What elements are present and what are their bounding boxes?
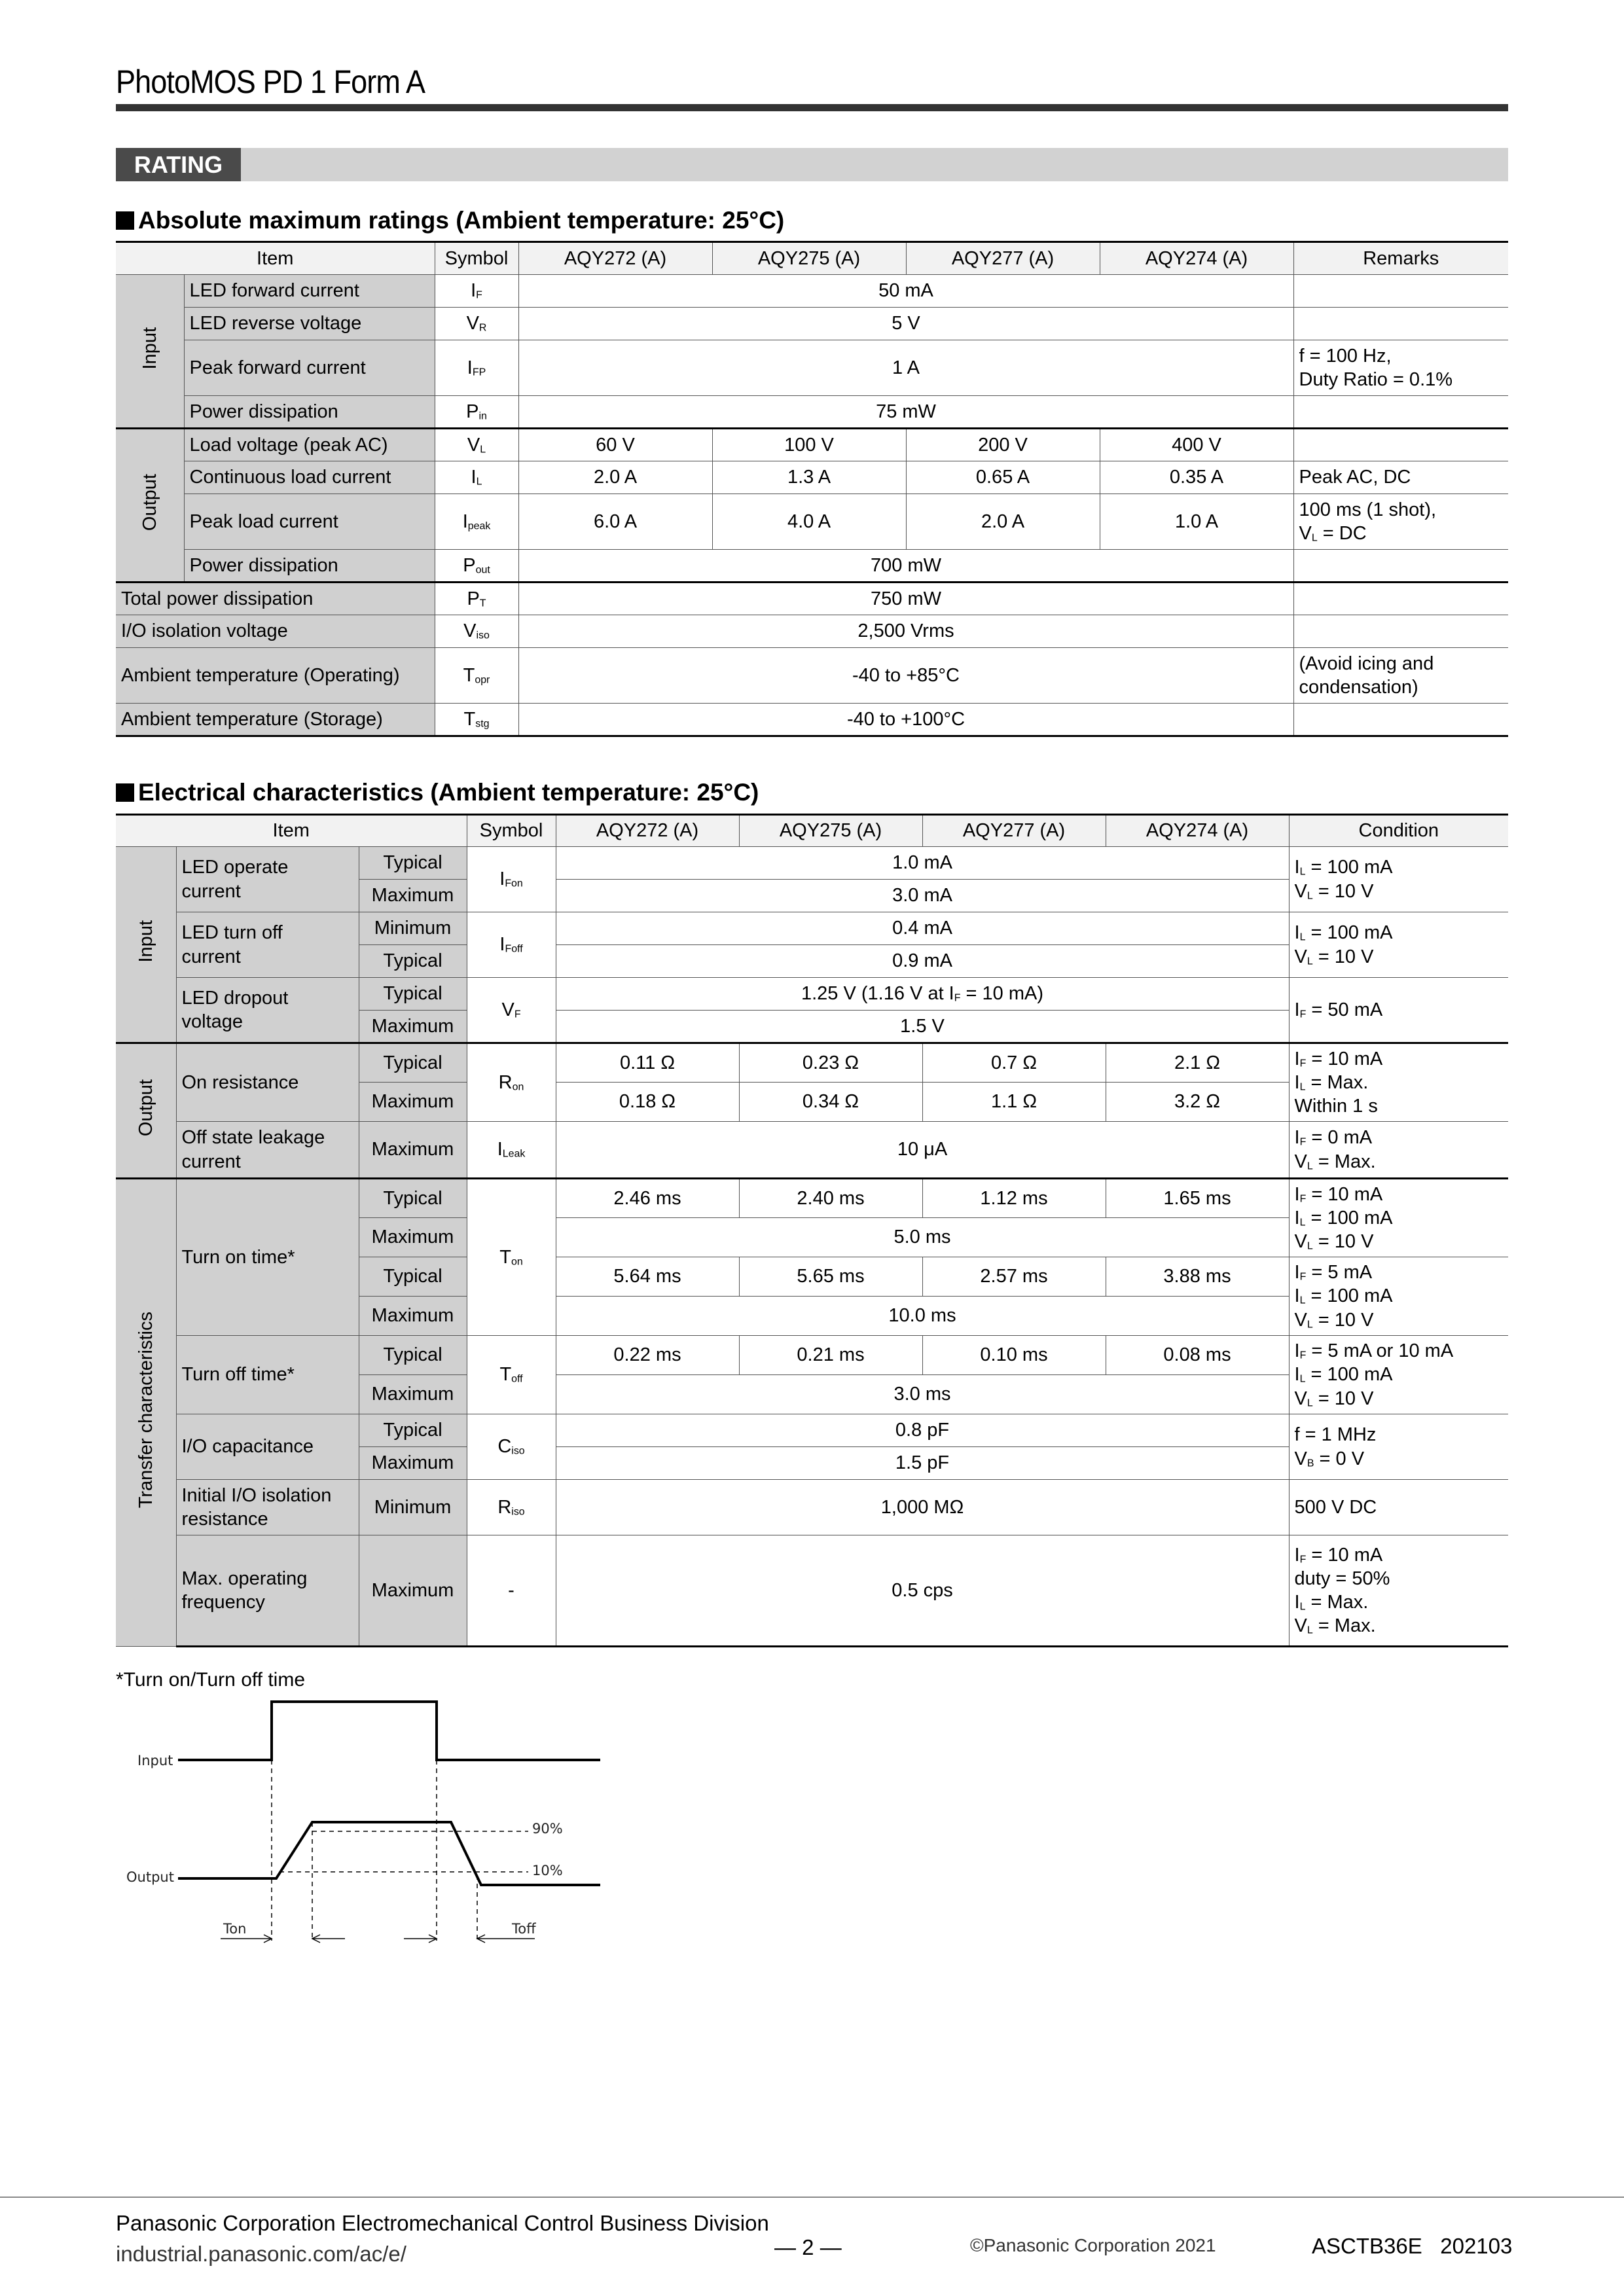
- value: 5.0 ms: [556, 1218, 1289, 1257]
- header-row: [116, 815, 1508, 847]
- value: 0.34 Ω: [739, 1083, 922, 1122]
- item-label: Continuous load current: [184, 461, 435, 494]
- condition: $I_L = 100$ mA $V_L = 10$ V: [1289, 912, 1508, 978]
- col-item: Item: [116, 815, 467, 847]
- abs-max-heading: [116, 207, 784, 234]
- table-row: [116, 704, 1508, 736]
- table-row: [116, 429, 1508, 461]
- elec-heading-text: Electrical characteristics (Ambient temperature: 25°C): [138, 779, 759, 806]
- qualifier: Typical: [359, 945, 467, 978]
- group-label: Input: [116, 847, 176, 1043]
- value: 3.0 ms: [556, 1375, 1289, 1414]
- symbol: $V_R$: [435, 308, 518, 340]
- symbol: $I_{peak}$: [435, 494, 518, 550]
- square-bullet-icon: [116, 783, 134, 802]
- value: 10 μA: [556, 1122, 1289, 1179]
- value: 1 A: [518, 340, 1293, 396]
- value: 1.0 mA: [556, 847, 1289, 880]
- symbol: -: [467, 1535, 556, 1647]
- table-row: [116, 396, 1508, 429]
- qualifier: Typical: [359, 1414, 467, 1447]
- table-row: [116, 308, 1508, 340]
- elec-heading: [116, 779, 759, 806]
- value: 0.35 A: [1100, 461, 1293, 494]
- input-label: Input: [137, 1753, 173, 1768]
- value: 0.5 cps: [556, 1535, 1289, 1647]
- col-model: AQY272 (A): [556, 815, 739, 847]
- group-label: Output: [116, 1043, 176, 1179]
- item-label: I/O isolation voltage: [116, 615, 435, 648]
- table-row: [116, 1480, 1508, 1535]
- table-row: [116, 461, 1508, 494]
- value: 1.5 V: [556, 1011, 1289, 1043]
- value: 1.1 Ω: [922, 1083, 1106, 1122]
- item-label: Ambient temperature (Storage): [116, 704, 435, 736]
- symbol: $P_{out}$: [435, 550, 518, 583]
- condition: $I_F = 50$ mA: [1289, 978, 1508, 1043]
- electrical-table: [116, 814, 1508, 1647]
- remark: [1293, 615, 1508, 648]
- symbol: $I_{Fon}$: [467, 847, 556, 912]
- qualifier: Typical: [359, 847, 467, 880]
- value: 5.65 ms: [739, 1257, 922, 1297]
- value: 200 V: [906, 429, 1100, 461]
- symbol: $I_{FP}$: [435, 340, 518, 396]
- symbol: $V_L$: [435, 429, 518, 461]
- table-row: [116, 1535, 1508, 1647]
- condition: $I_F = 10$ mA duty = 50% $I_L$ = Max. $V_L$ = Max.: [1289, 1535, 1508, 1647]
- value: 0.7 Ω: [922, 1043, 1106, 1083]
- qualifier: Maximum: [359, 1375, 467, 1414]
- value: 2.0 A: [518, 461, 712, 494]
- value: 60 V: [518, 429, 712, 461]
- value: 2.40 ms: [739, 1179, 922, 1218]
- title-rule: [116, 104, 1508, 111]
- dimension-arrows: [221, 1935, 535, 1943]
- value: 1.12 ms: [922, 1179, 1106, 1218]
- abs-max-heading-text: Absolute maximum ratings (Ambient temperature: 25°C): [138, 207, 785, 234]
- table-row: [116, 615, 1508, 648]
- copyright: ©Panasonic Corporation 2021: [970, 2235, 1216, 2255]
- item-label: Peak forward current: [184, 340, 435, 396]
- condition: 500 V DC: [1289, 1480, 1508, 1535]
- remark: [1293, 275, 1508, 308]
- condition: f = 1 MHz $V_B = 0$ V: [1289, 1414, 1508, 1480]
- table-row: [116, 912, 1508, 945]
- item-label: Max. operating frequency: [176, 1535, 359, 1647]
- symbol: $I_{Leak}$: [467, 1122, 556, 1179]
- item-label: Turn off time*: [176, 1336, 359, 1414]
- col-symbol: Symbol: [467, 815, 556, 847]
- symbol: $I_{Foff}$: [467, 912, 556, 978]
- condition: $I_F = 10$ mA $I_L = 100$ mA $V_L = 10$ V: [1289, 1179, 1508, 1257]
- symbol: $R_{iso}$: [467, 1480, 556, 1535]
- table-row: [116, 583, 1508, 615]
- qualifier: Maximum: [359, 1447, 467, 1480]
- table-row: [116, 494, 1508, 550]
- value: 4.0 A: [712, 494, 906, 550]
- value: 1.5 pF: [556, 1447, 1289, 1480]
- value: 2.0 A: [906, 494, 1100, 550]
- qualifier: Maximum: [359, 1535, 467, 1647]
- item-label: Power dissipation: [184, 396, 435, 429]
- item-label: LED forward current: [184, 275, 435, 308]
- square-bullet-icon: [116, 211, 134, 230]
- item-label: I/O capacitance: [176, 1414, 359, 1480]
- item-label: Turn on time*: [176, 1179, 359, 1336]
- remark: [1293, 396, 1508, 429]
- qualifier: Typical: [359, 978, 467, 1011]
- symbol: $T_{stg}$: [435, 704, 518, 736]
- col-item: Item: [116, 242, 435, 275]
- qualifier: Typical: [359, 1179, 467, 1218]
- value: 0.18 Ω: [556, 1083, 739, 1122]
- remark: Peak AC, DC: [1293, 461, 1508, 494]
- page-title: PhotoMOS PD 1 Form A: [116, 63, 425, 100]
- table-row: [116, 1043, 1508, 1083]
- value: 0.08 ms: [1106, 1336, 1289, 1375]
- group-label: Transfer characteristics: [116, 1179, 176, 1647]
- symbol: $V_{iso}$: [435, 615, 518, 648]
- table-row: [116, 1179, 1508, 1218]
- value: 0.22 ms: [556, 1336, 739, 1375]
- value: -40 to +85°C: [518, 648, 1293, 704]
- symbol: $I_F$: [435, 275, 518, 308]
- table-row: [116, 1336, 1508, 1375]
- value: 50 mA: [518, 275, 1293, 308]
- output-label: Output: [126, 1869, 174, 1885]
- value: 3.88 ms: [1106, 1257, 1289, 1297]
- value: 0.9 mA: [556, 945, 1289, 978]
- value: 0.11 Ω: [556, 1043, 739, 1083]
- col-model: AQY272 (A): [518, 242, 712, 275]
- item-label: Load voltage (peak AC): [184, 429, 435, 461]
- col-model: AQY277 (A): [922, 815, 1106, 847]
- value: 0.4 mA: [556, 912, 1289, 945]
- item-label: LED dropout voltage: [176, 978, 359, 1043]
- item-label: Total power dissipation: [116, 583, 435, 615]
- value: 3.2 Ω: [1106, 1083, 1289, 1122]
- col-model: AQY275 (A): [739, 815, 922, 847]
- qualifier: Maximum: [359, 1297, 467, 1336]
- remark: [1293, 308, 1508, 340]
- section-tag: RATING: [116, 148, 241, 181]
- item-label: Initial I/O isolation resistance: [176, 1480, 359, 1535]
- value: 6.0 A: [518, 494, 712, 550]
- table-row: [116, 978, 1508, 1011]
- value: 750 mW: [518, 583, 1293, 615]
- value: 2.46 ms: [556, 1179, 739, 1218]
- symbol: $R_{on}$: [467, 1043, 556, 1122]
- value: 3.0 mA: [556, 880, 1289, 912]
- value: 10.0 ms: [556, 1297, 1289, 1336]
- value: 75 mW: [518, 396, 1293, 429]
- footer-url[interactable]: industrial.panasonic.com/ac/e/: [116, 2242, 406, 2266]
- item-label: Power dissipation: [184, 550, 435, 583]
- condition: $I_F = 5$ mA or 10 mA $I_L = 100$ mA $V_L = 10$ V: [1289, 1336, 1508, 1414]
- symbol: $C_{iso}$: [467, 1414, 556, 1480]
- value: 1.25 V (1.16 V at $I_F = 10$ mA): [556, 978, 1289, 1011]
- value: 1,000 MΩ: [556, 1480, 1289, 1535]
- symbol: $T_{on}$: [467, 1179, 556, 1336]
- section-bar: [116, 148, 1508, 181]
- value: 1.0 A: [1100, 494, 1293, 550]
- value: 2.1 Ω: [1106, 1043, 1289, 1083]
- remark: [1293, 583, 1508, 615]
- group-label: Output: [116, 429, 184, 583]
- symbol: $V_F$: [467, 978, 556, 1043]
- item-label: Off state leakage current: [176, 1122, 359, 1179]
- table-row: [116, 550, 1508, 583]
- table-row: [116, 1122, 1508, 1179]
- value: 2,500 Vrms: [518, 615, 1293, 648]
- col-symbol: Symbol: [435, 242, 518, 275]
- value: 0.10 ms: [922, 1336, 1106, 1375]
- value: 5.64 ms: [556, 1257, 739, 1297]
- value: 5 V: [518, 308, 1293, 340]
- remark: (Avoid icing and condensation): [1293, 648, 1508, 704]
- footer-company: Panasonic Corporation Electromechanical Control Business Division: [116, 2211, 769, 2235]
- col-model: AQY274 (A): [1106, 815, 1289, 847]
- qualifier: Maximum: [359, 880, 467, 912]
- item-label: LED operate current: [176, 847, 359, 912]
- remark: [1293, 704, 1508, 736]
- p90-label: 90%: [532, 1821, 563, 1837]
- input-waveform: [178, 1702, 600, 1760]
- qualifier: Typical: [359, 1336, 467, 1375]
- table-row: [116, 275, 1508, 308]
- table-row: [116, 847, 1508, 880]
- value: -40 to +100°C: [518, 704, 1293, 736]
- item-label: Ambient temperature (Operating): [116, 648, 435, 704]
- value: 0.8 pF: [556, 1414, 1289, 1447]
- qualifier: Maximum: [359, 1011, 467, 1043]
- col-condition: Condition: [1289, 815, 1508, 847]
- qualifier: Maximum: [359, 1218, 467, 1257]
- condition: $I_L = 100$ mA $V_L = 10$ V: [1289, 847, 1508, 912]
- col-model: AQY277 (A): [906, 242, 1100, 275]
- value: 400 V: [1100, 429, 1293, 461]
- symbol: $T_{opr}$: [435, 648, 518, 704]
- page-number: — 2 —: [774, 2235, 842, 2259]
- remark: 100 ms (1 shot), $V_L$ = DC: [1293, 494, 1508, 550]
- value: 1.3 A: [712, 461, 906, 494]
- condition: $I_F = 0$ mA $V_L$ = Max.: [1289, 1122, 1508, 1179]
- table-row: [116, 648, 1508, 704]
- header-row: [116, 242, 1508, 275]
- value: 0.65 A: [906, 461, 1100, 494]
- waveforms: [178, 1702, 600, 1885]
- symbol: $I_L$: [435, 461, 518, 494]
- item-label: LED reverse voltage: [184, 308, 435, 340]
- abs-max-table: [116, 241, 1508, 737]
- toff-label: Toff: [512, 1921, 536, 1937]
- qualifier: Maximum: [359, 1122, 467, 1179]
- footer-rule: [0, 2197, 1624, 2198]
- item-label: LED turn off current: [176, 912, 359, 978]
- timing-note: *Turn on/Turn off time: [116, 1669, 306, 1691]
- value: 700 mW: [518, 550, 1293, 583]
- col-remarks: Remarks: [1293, 242, 1508, 275]
- value: 2.57 ms: [922, 1257, 1106, 1297]
- qualifier: Minimum: [359, 912, 467, 945]
- symbol: $P_T$: [435, 583, 518, 615]
- value: 1.65 ms: [1106, 1179, 1289, 1218]
- table-row: [116, 340, 1508, 396]
- item-label: Peak load current: [184, 494, 435, 550]
- item-label: On resistance: [176, 1043, 359, 1122]
- col-model: AQY275 (A): [712, 242, 906, 275]
- symbol: $P_{in}$: [435, 396, 518, 429]
- remark: [1293, 550, 1508, 583]
- remark: [1293, 429, 1508, 461]
- symbol: $T_{off}$: [467, 1336, 556, 1414]
- qualifier: Typical: [359, 1257, 467, 1297]
- value: 100 V: [712, 429, 906, 461]
- ton-label: Ton: [223, 1921, 247, 1937]
- value: 0.23 Ω: [739, 1043, 922, 1083]
- p10-label: 10%: [532, 1863, 563, 1878]
- timing-diagram: [116, 1692, 613, 1967]
- table-row: [116, 1414, 1508, 1447]
- group-label: Input: [116, 275, 184, 429]
- document-code: ASCTB36E 202103: [1312, 2234, 1513, 2258]
- qualifier: Typical: [359, 1043, 467, 1083]
- col-model: AQY274 (A): [1100, 242, 1293, 275]
- condition: $I_F = 5$ mA $I_L = 100$ mA $V_L = 10$ V: [1289, 1257, 1508, 1336]
- value: 0.21 ms: [739, 1336, 922, 1375]
- qualifier: Maximum: [359, 1083, 467, 1122]
- condition: $I_F = 10$ mA $I_L$ = Max. Within 1 s: [1289, 1043, 1508, 1122]
- guide-lines: [272, 1760, 528, 1941]
- qualifier: Minimum: [359, 1480, 467, 1535]
- remark: f = 100 Hz, Duty Ratio = 0.1%: [1293, 340, 1508, 396]
